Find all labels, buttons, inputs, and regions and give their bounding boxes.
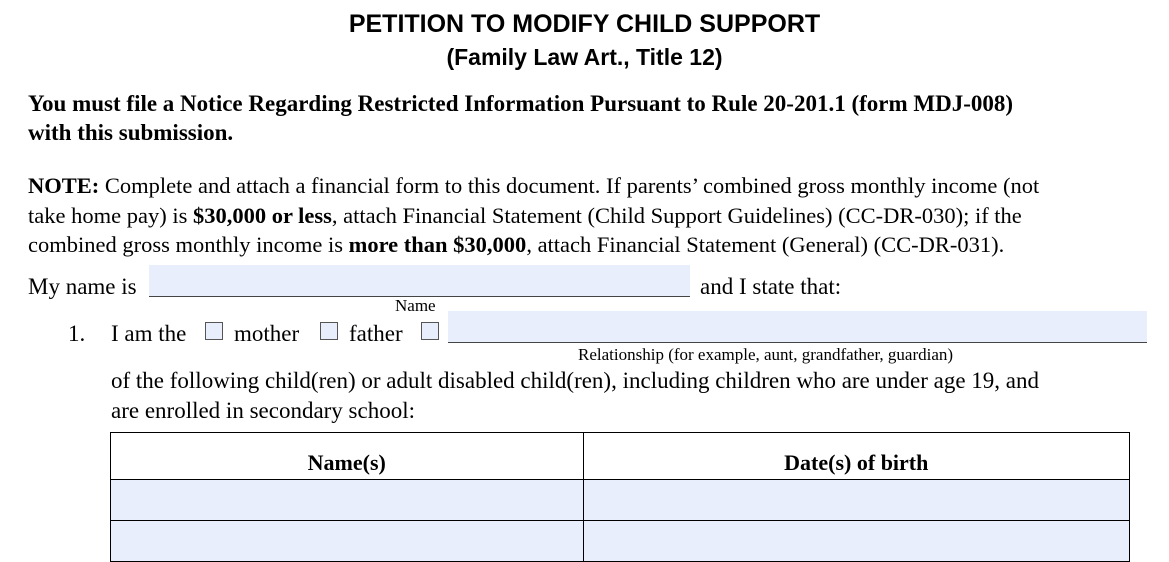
name-prefix: My name is — [28, 274, 137, 299]
other-relationship-checkbox[interactable] — [421, 322, 439, 340]
relationship-caption: Relationship (for example, aunt, grandfather, guardian) — [578, 345, 954, 364]
child-dob-input[interactable] — [583, 480, 1129, 521]
item-1-text — [111, 366, 1156, 425]
note-threshold-less: $30,000 or less — [192, 202, 332, 228]
note-line-3-text-a: combined gross monthly income is — [28, 232, 349, 257]
mother-label: mother — [234, 321, 300, 346]
name-caption: Name — [395, 296, 436, 315]
notice-line-2: with this submission. — [28, 120, 234, 145]
child-dob-input[interactable] — [583, 521, 1129, 562]
relationship-input[interactable] — [448, 311, 1147, 343]
name-input[interactable] — [149, 265, 690, 297]
note-line-2-text-b: , attach Financial Statement (Child Support Guidelines) (CC-DR-030); if the — [331, 202, 1022, 228]
i-am-the-label: I am the — [111, 321, 187, 346]
form-subtitle: (Family Law Art., Title 12) — [446, 44, 723, 70]
note-line-1 — [28, 171, 1153, 201]
dob-column-header: Date(s) of birth — [583, 433, 1129, 480]
note-label: NOTE: — [28, 173, 100, 198]
note-line-2 — [28, 201, 1153, 231]
note-line-3 — [28, 230, 1153, 260]
note-line-3-text-b: , attach Financial Statement (General) (CC-DR-031). — [526, 232, 1005, 257]
form-title: PETITION TO MODIFY CHILD SUPPORT — [348, 10, 821, 38]
child-name-input[interactable] — [111, 480, 584, 521]
notice-line-1: You must file a Notice Regarding Restricted Information Pursuant to Rule 20-201.1 (form MDJ-008) — [28, 91, 1014, 116]
children-table — [110, 432, 1130, 562]
item-1-text-line-2: are enrolled in secondary school: — [111, 397, 415, 423]
names-column-header: Name(s) — [111, 433, 584, 480]
table-row — [111, 480, 1130, 521]
name-suffix: and I state that: — [700, 274, 842, 299]
table-row — [111, 521, 1130, 562]
table-header-row — [111, 433, 1130, 480]
item-1-text-line-1: of the following child(ren) or adult disabled child(ren), including children who are under age 19, and — [111, 368, 1040, 393]
note-line-2-text-a: take home pay) is — [28, 202, 193, 228]
note-threshold-more: more than $30,000 — [348, 232, 527, 257]
note-line-1-text: Complete and attach a financial form to this document. If parents’ combined gross monthly income (not — [99, 173, 1040, 198]
child-name-input[interactable] — [111, 521, 584, 562]
mother-checkbox[interactable] — [205, 322, 223, 340]
father-label: father — [349, 321, 403, 346]
item-number: 1. — [68, 321, 86, 346]
financial-note — [28, 171, 1153, 260]
restricted-info-notice — [28, 89, 1153, 147]
father-checkbox[interactable] — [320, 322, 338, 340]
